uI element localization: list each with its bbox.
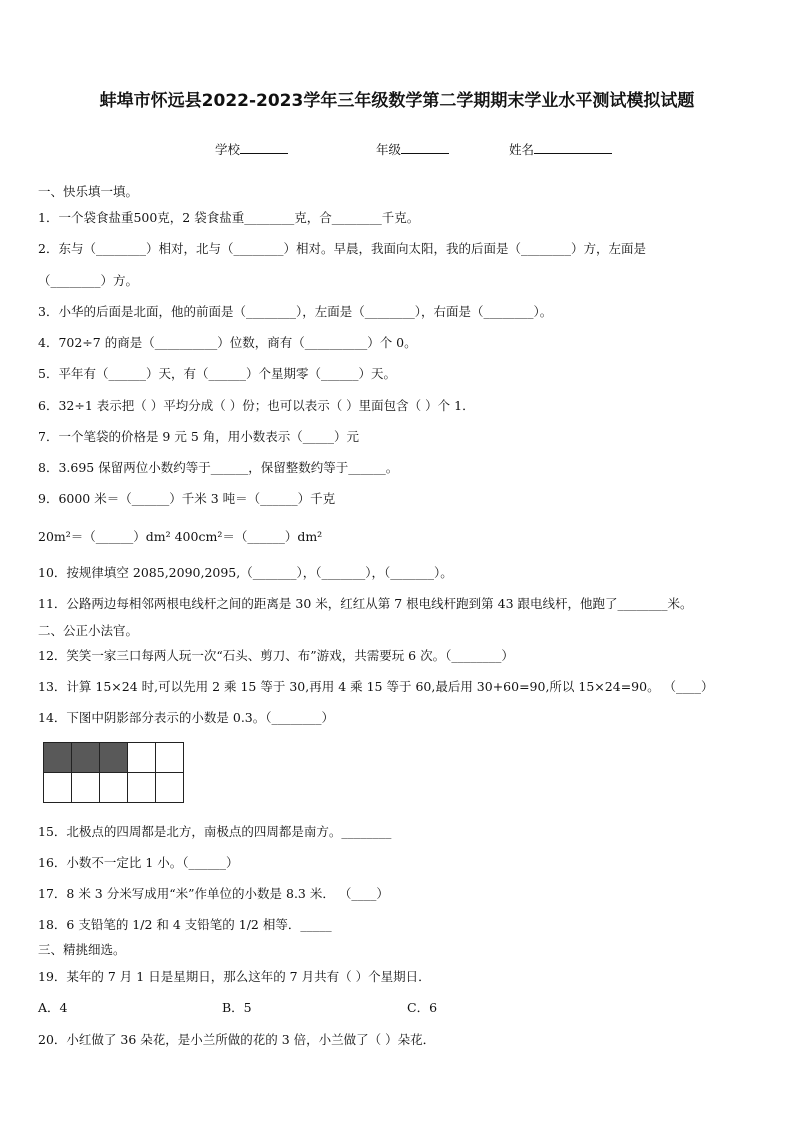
question-14: 14．下图中阴影部分表示的小数是 0.3。（________） (38, 710, 335, 725)
name-field (509, 140, 612, 158)
question-10: 10．按规律填空 2085,2090,2095,（_______），（_______），（_______）。 (38, 565, 453, 580)
question-20: 20．小红做了 36 朵花，是小兰所做的花的 3 倍，小兰做了（ ）朵花． (38, 1032, 436, 1047)
name-label: 姓名 (509, 142, 535, 157)
school-blank (240, 141, 288, 154)
question-6: 6．32÷1 表示把（ ）平均分成（ ）份；也可以表示（ ）里面包含（ ）个 1． (38, 398, 475, 413)
grid-cell (156, 743, 184, 773)
question-8: 8．3.695 保留两位小数约等于______，保留整数约等于______。 (38, 460, 399, 475)
question-5: 5．平年有（______）天，有（______）个星期零（______）天。 (38, 366, 396, 381)
grid-cell-shaded (72, 743, 100, 773)
school-field (215, 140, 288, 158)
grid-cell (72, 773, 100, 803)
question-3: 3．小华的后面是北面，他的前面是（________），左面是（________），右面是（________）。 (38, 304, 553, 319)
question-2-continued: （________）方。 (38, 273, 139, 288)
grade-field (376, 140, 449, 158)
option-c: C．6 (407, 1000, 438, 1015)
decimal-grid (43, 742, 184, 803)
grid-row (44, 773, 184, 803)
grid-cell (128, 743, 156, 773)
question-12: 12．笑笑一家三口每两人玩一次“石头、剪刀、布”游戏，共需要玩 6 次。（________） (38, 648, 514, 663)
question-9-units: 20m²＝（______）dm² 400cm²＝（______）dm² (38, 529, 323, 544)
question-17: 17．8 米 3 分米写成用“米”作单位的小数是 8.3 米． （____） (38, 886, 389, 901)
question-13: 13．计算 15×24 时,可以先用 2 乘 15 等于 30,再用 4 乘 15 等于 60,最后用 30+60=90,所以 15×24=90。 （____） (38, 679, 714, 694)
question-7: 7．一个笔袋的价格是 9 元 5 角，用小数表示（_____）元 (38, 429, 360, 444)
section-heading-2: 二、公正小法官。 (38, 623, 139, 638)
question-4: 4．702÷7 的商是（__________）位数，商有（__________）个 0。 (38, 335, 417, 350)
section-heading-3: 三、精挑细选。 (38, 942, 126, 957)
question-2: 2．东与（________）相对，北与（________）相对。早晨，我面向太阳，我的后面是（________）方，左面是 (38, 241, 646, 256)
grid-cell (128, 773, 156, 803)
page-title: 蚌埠市怀远县2022-2023学年三年级数学第二学期期末学业水平测试模拟试题 (99, 91, 695, 111)
option-b: B．5 (222, 1000, 252, 1015)
question-11: 11．公路两边每相邻两根电线杆之间的距离是 30 米，红红从第 7 根电线杆跑到第 43 跟电线杆，他跑了________米。 (38, 596, 693, 611)
grid-cell (100, 773, 128, 803)
question-9: 9．6000 米＝（______）千米 3 吨＝（______）千克 (38, 491, 336, 506)
grade-label: 年级 (376, 142, 402, 157)
section-heading-1: 一、快乐填一填。 (38, 184, 139, 199)
grid-row (44, 743, 184, 773)
grid-cell (156, 773, 184, 803)
grid-cell (44, 773, 72, 803)
school-label: 学校 (215, 142, 241, 157)
question-15: 15．北极点的四周都是北方，南极点的四周都是南方。________ (38, 824, 392, 839)
question-19: 19．某年的 7 月 1 日是星期日，那么这年的 7 月共有（ ）个星期日． (38, 969, 431, 984)
question-16: 16．小数不一定比 1 小。（______） (38, 855, 239, 870)
grid-cell-shaded (100, 743, 128, 773)
question-18: 18．6 支铅笔的 1/2 和 4 支铅笔的 1/2 相等．_____ (38, 917, 332, 932)
grid-cell-shaded (44, 743, 72, 773)
grade-blank (401, 141, 449, 154)
name-blank (534, 141, 612, 154)
question-1: 1．一个袋食盐重500克，2 袋食盐重________克，合________千克。 (38, 210, 420, 225)
option-a: A．4 (38, 1000, 68, 1015)
